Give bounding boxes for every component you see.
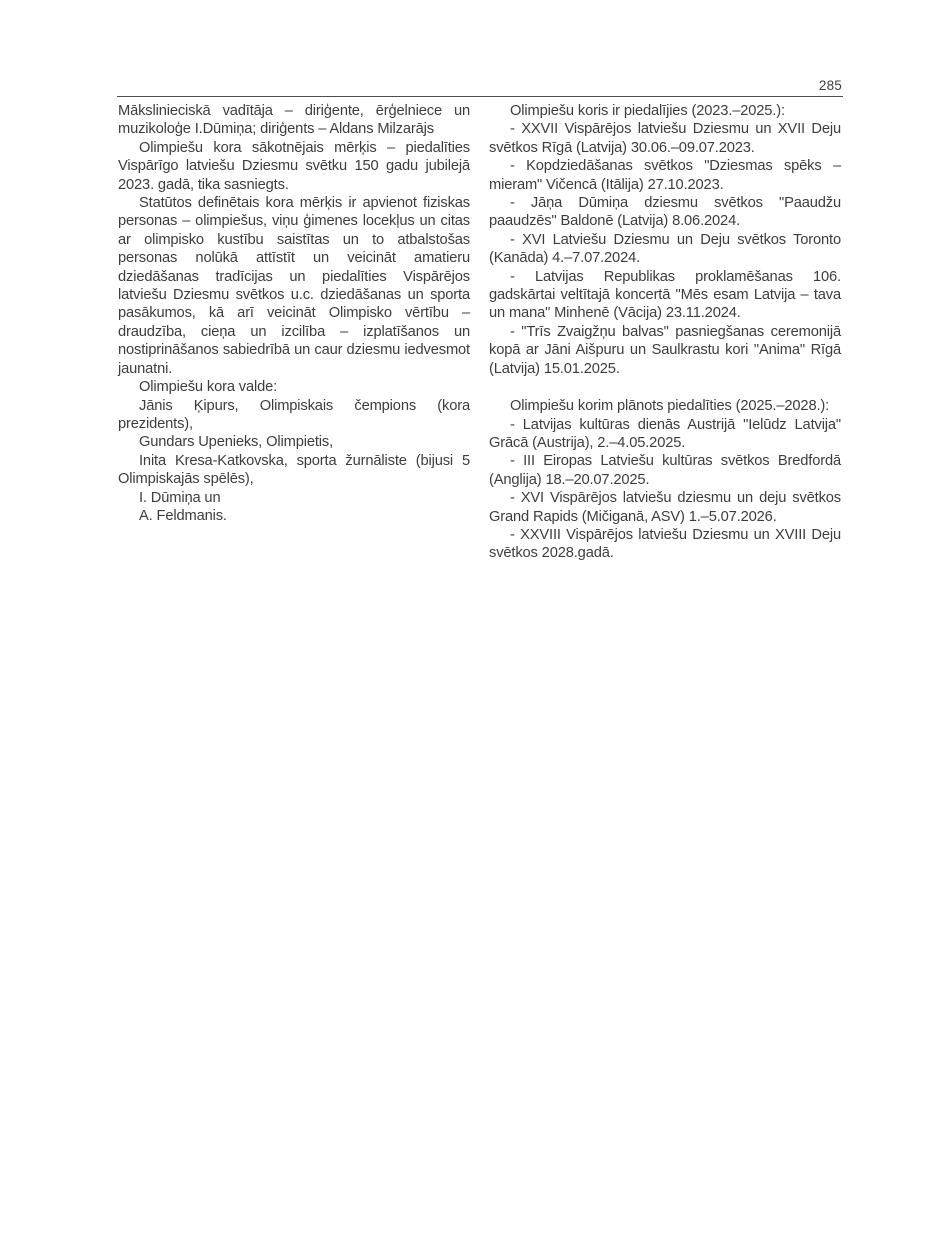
paragraph: A. Feldmanis.	[139, 507, 227, 524]
paragraph: Olimpiešu kora valde:	[139, 379, 278, 396]
paragraph: Mākslinieciskā vadītāja – diriģente, ērģelniece un muzikoloģe I.Dūmiņa; diriģents – Aldans Milzarājs	[118, 103, 470, 138]
paragraph: - III Eiropas Latviešu kultūras svētkos Bredfordā (Anglija) 18.–20.07.2025.	[489, 453, 841, 488]
text-column-right	[489, 102, 841, 563]
text-columns	[118, 102, 842, 563]
paragraph: Jānis Ķipurs, Olimpiskais čempions (kora prezidents),	[118, 397, 470, 432]
header-rule	[117, 96, 843, 97]
paragraph: - XVI Vispārējos latviešu dziesmu un deju svētkos Grand Rapids (Mičiganā, ASV) 1.–5.07.2026.	[489, 490, 841, 525]
paragraph: - Jāņa Dūmiņa dziesmu svētkos "Paaudžu paaudzēs" Baldonē (Latvija) 8.06.2024.	[489, 195, 841, 230]
page-number: 285	[818, 78, 842, 93]
paragraph: Statūtos definētais kora mērķis ir apvienot fiziskas personas – olimpiešus, viņu ģimenes locekļus un citas ar olimpisko kustību saistītas un to atbalstošas personas nolūkā attīstīt un veicināt amatieru dziedāšanas tradīcijas un piedalīties Vispārējos latviešu Dziesmu svētkos u.c. dziedāšanas un sporta pasākumos, kā arī veicināt Olimpisko vērtību – draudzība, cieņa un izcilība – izplatīšanos un nostiprināšanos sabiedrībā un caur dziesmu iedvesmot jaunatni.	[118, 195, 470, 377]
paragraph: Olimpiešu koris ir piedalījies (2023.–2025.):	[510, 103, 785, 119]
paragraph: - XXVIII Vispārējos latviešu Dziesmu un XVIII Deju svētkos 2028.gadā.	[489, 526, 841, 562]
paragraph: - Latvijas Republikas proklamēšanas 106. gadskārtai veltītajā koncertā "Mēs esam Latvija – tava un mana" Minhenē (Vācija) 23.11.2024.	[489, 268, 841, 322]
paragraph: - Kopdziedāšanas svētkos "Dziesmas spēks – mieram" Vičencā (Itālija) 27.10.2023.	[489, 158, 841, 193]
text-column-left	[118, 102, 470, 563]
paragraph: Olimpiešu korim plānots piedalīties (2025.–2028.):	[510, 398, 830, 415]
paragraph: Olimpiešu kora sākotnējais mērķis – piedalīties Vispārīgo latviešu Dziesmu svētku 150 gadu jubilejā 2023. gadā, tika sasniegts.	[118, 139, 470, 193]
paragraph: Gundars Upenieks, Olimpietis,	[139, 434, 334, 451]
paragraph: - "Trīs Zvaigžņu balvas" pasniegšanas ceremonijā kopā ar Jāni Aišpuru un Saulkrastu kori "Anima" Rīgā (Latvija) 15.01.2025.	[489, 323, 841, 377]
paragraph: - XXVII Vispārējos latviešu Dziesmu un XVII Deju svētkos Rīgā (Latvija) 30.06.–09.07.2023.	[489, 121, 841, 156]
paragraph: - XVI Latviešu Dziesmu un Deju svētkos Toronto (Kanāda) 4.–7.07.2024.	[489, 231, 841, 267]
paragraph: - Latvijas kultūras dienās Austrijā "Ielūdz Latvija" Grācā (Austrija), 2.–4.05.2025.	[489, 416, 841, 451]
paragraph: I. Dūmiņa un	[139, 489, 221, 506]
paragraph: Inita Kresa-Katkovska, sporta žurnāliste (bijusi 5 Olimpiskajās spēlēs),	[118, 452, 470, 488]
